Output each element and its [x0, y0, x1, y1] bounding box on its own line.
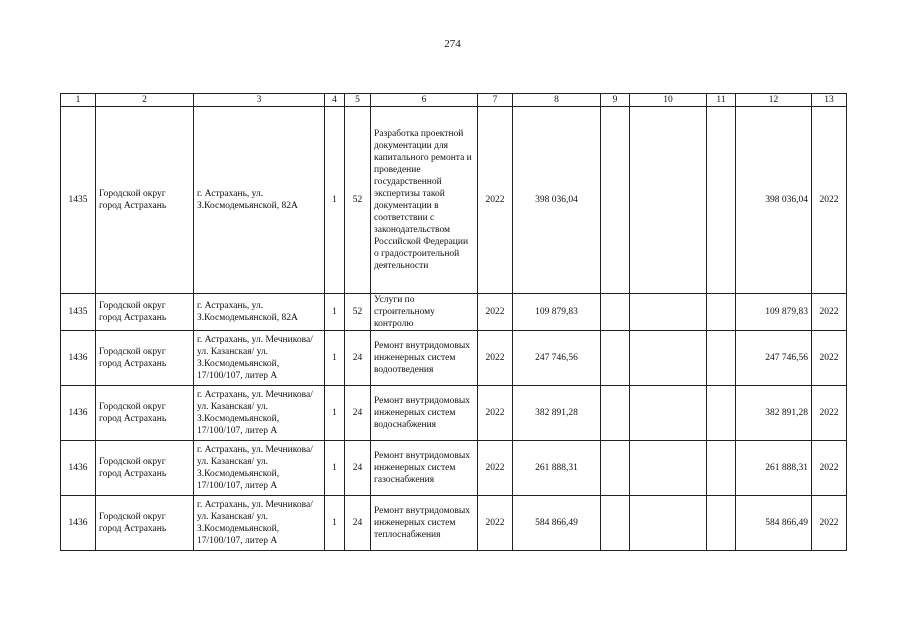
table-row: [61, 496, 847, 551]
cell-col-8: 584 866,49: [513, 496, 601, 551]
cell-col-4: 1: [325, 441, 345, 496]
table-row: [61, 386, 847, 441]
cell-col-4: 1: [325, 496, 345, 551]
cell-col-8: 109 879,83: [513, 294, 601, 331]
cell-col-7: 2022: [478, 294, 513, 331]
column-number-7: 7: [478, 94, 513, 107]
cell-col-10: [630, 331, 707, 386]
cell-col-6: Разработка проектной документации для капитального ремонта и проведение государственной экспертизы такой документации в соответствии с законодательством Российской Федерации о градостроительной деятельности: [371, 107, 478, 294]
cell-col-8: 398 036,04: [513, 107, 601, 294]
cell-col-1: 1435: [61, 107, 96, 294]
cell-col-11: [707, 107, 736, 294]
column-number-11: 11: [707, 94, 736, 107]
cell-col-13: 2022: [812, 441, 847, 496]
cell-col-13: 2022: [812, 294, 847, 331]
cell-col-7: 2022: [478, 331, 513, 386]
cell-col-9: [601, 386, 630, 441]
cell-col-7: 2022: [478, 496, 513, 551]
cell-col-10: [630, 386, 707, 441]
column-number-1: 1: [61, 94, 96, 107]
cell-col-10: [630, 441, 707, 496]
cell-col-12: 109 879,83: [736, 294, 812, 331]
cell-col-3: г. Астрахань, ул. Мечникова/ ул. Казанская/ ул. З.Космодемьянской, 17/100/107, литер А: [194, 441, 325, 496]
cell-col-12: 247 746,56: [736, 331, 812, 386]
column-number-2: 2: [96, 94, 194, 107]
table-row: [61, 331, 847, 386]
cell-col-3: г. Астрахань, ул. Мечникова/ ул. Казанская/ ул. З.Космодемьянской, 17/100/107, литер А: [194, 386, 325, 441]
cell-col-12: 382 891,28: [736, 386, 812, 441]
cell-col-9: [601, 107, 630, 294]
cell-col-9: [601, 294, 630, 331]
cell-col-9: [601, 441, 630, 496]
column-number-12: 12: [736, 94, 812, 107]
column-number-13: 13: [812, 94, 847, 107]
cell-col-11: [707, 331, 736, 386]
cell-col-3: г. Астрахань, ул. З.Космодемьянской, 82А: [194, 294, 325, 331]
cell-col-7: 2022: [478, 107, 513, 294]
cell-col-5: 52: [345, 107, 371, 294]
column-number-8: 8: [513, 94, 601, 107]
cell-col-10: [630, 496, 707, 551]
cell-col-2: Городской округ город Астрахань: [96, 496, 194, 551]
cell-col-8: 382 891,28: [513, 386, 601, 441]
column-number-5: 5: [345, 94, 371, 107]
cell-col-5: 24: [345, 386, 371, 441]
page-number: 274: [444, 38, 461, 50]
cell-col-2: Городской округ город Астрахань: [96, 107, 194, 294]
cell-col-2: Городской округ город Астрахань: [96, 441, 194, 496]
cell-col-10: [630, 107, 707, 294]
cell-col-5: 52: [345, 294, 371, 331]
cell-col-5: 24: [345, 496, 371, 551]
cell-col-13: 2022: [812, 496, 847, 551]
cell-col-8: 261 888,31: [513, 441, 601, 496]
cell-col-3: г. Астрахань, ул. Мечникова/ ул. Казанская/ ул. З.Космодемьянской, 17/100/107, литер А: [194, 496, 325, 551]
cell-col-11: [707, 386, 736, 441]
column-number-10: 10: [630, 94, 707, 107]
cell-col-11: [707, 496, 736, 551]
cell-col-2: Городской округ город Астрахань: [96, 331, 194, 386]
cell-col-7: 2022: [478, 386, 513, 441]
cell-col-6: Ремонт внутридомовых инженерных систем газоснабжения: [371, 441, 478, 496]
cell-col-12: 398 036,04: [736, 107, 812, 294]
cell-col-10: [630, 294, 707, 331]
cell-col-4: 1: [325, 107, 345, 294]
column-number-row: [61, 94, 847, 107]
column-number-6: 6: [371, 94, 478, 107]
column-number-4: 4: [325, 94, 345, 107]
cell-col-11: [707, 294, 736, 331]
cell-col-8: 247 746,56: [513, 331, 601, 386]
cell-col-1: 1436: [61, 496, 96, 551]
cell-col-6: Услуги по строительному контролю: [371, 294, 478, 331]
cell-col-6: Ремонт внутридомовых инженерных систем водоотведения: [371, 331, 478, 386]
cell-col-11: [707, 441, 736, 496]
table-row: [61, 441, 847, 496]
cell-col-3: г. Астрахань, ул. З.Космодемьянской, 82А: [194, 107, 325, 294]
cell-col-12: 261 888,31: [736, 441, 812, 496]
cell-col-9: [601, 331, 630, 386]
cell-col-4: 1: [325, 331, 345, 386]
cell-col-9: [601, 496, 630, 551]
cell-col-6: Ремонт внутридомовых инженерных систем теплоснабжения: [371, 496, 478, 551]
cell-col-4: 1: [325, 386, 345, 441]
cell-col-5: 24: [345, 331, 371, 386]
cell-col-5: 24: [345, 441, 371, 496]
cell-col-3: г. Астрахань, ул. Мечникова/ ул. Казанская/ ул. З.Космодемьянской, 17/100/107, литер А: [194, 331, 325, 386]
cell-col-13: 2022: [812, 386, 847, 441]
cell-col-1: 1435: [61, 294, 96, 331]
cell-col-13: 2022: [812, 107, 847, 294]
table-row: [61, 294, 847, 331]
register-table: [60, 93, 847, 551]
cell-col-2: Городской округ город Астрахань: [96, 386, 194, 441]
cell-col-13: 2022: [812, 331, 847, 386]
cell-col-1: 1436: [61, 441, 96, 496]
table-row: [61, 107, 847, 294]
column-number-9: 9: [601, 94, 630, 107]
cell-col-7: 2022: [478, 441, 513, 496]
cell-col-6: Ремонт внутридомовых инженерных систем водоснабжения: [371, 386, 478, 441]
column-number-3: 3: [194, 94, 325, 107]
cell-col-12: 584 866,49: [736, 496, 812, 551]
cell-col-1: 1436: [61, 331, 96, 386]
cell-col-2: Городской округ город Астрахань: [96, 294, 194, 331]
cell-col-1: 1436: [61, 386, 96, 441]
cell-col-4: 1: [325, 294, 345, 331]
